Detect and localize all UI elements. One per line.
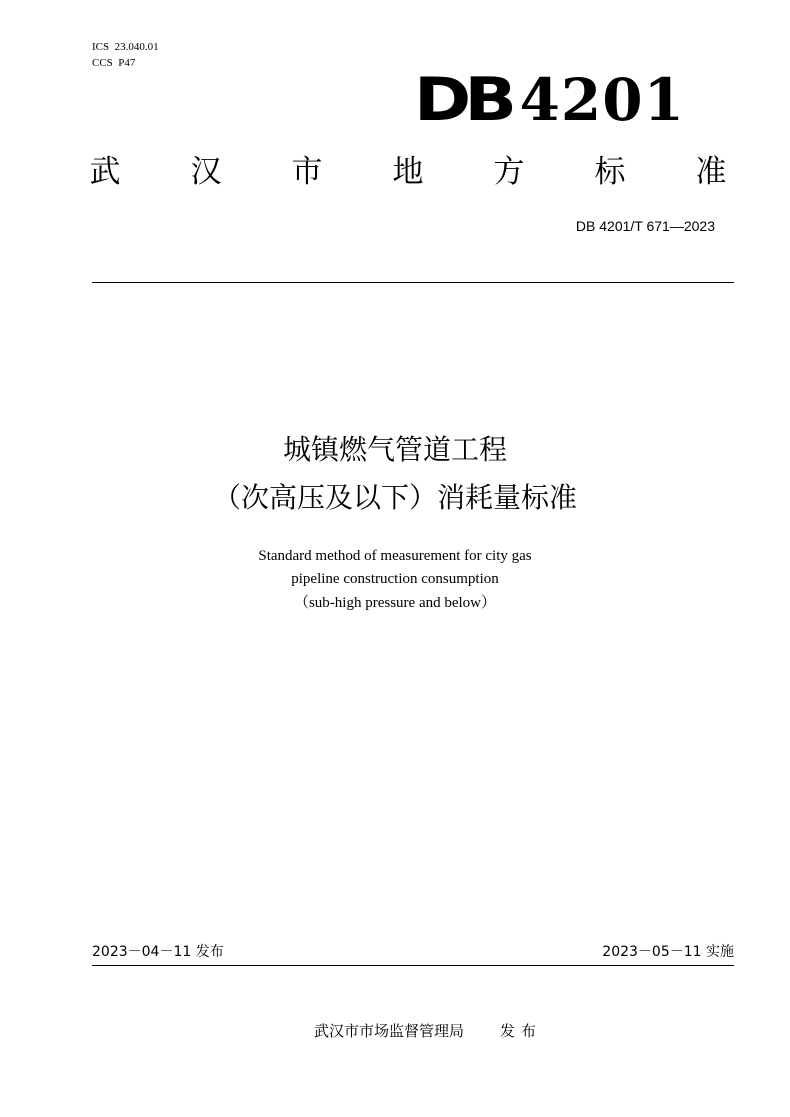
chinese-title-line-2: （次高压及以下）消耗量标准 bbox=[212, 481, 577, 514]
english-title-line-3: （sub-high pressure and below） bbox=[293, 595, 497, 611]
standard-type-char: 地 bbox=[392, 154, 424, 190]
issuer-action: 发布 bbox=[500, 1022, 543, 1040]
db-mark: DB bbox=[414, 65, 511, 135]
chinese-title-line-1: 城镇燃气管道工程 bbox=[282, 433, 507, 466]
header-divider bbox=[92, 282, 734, 283]
ics-code: ICS 23.040.01 bbox=[92, 41, 159, 53]
standard-type-char: 准 bbox=[695, 154, 727, 190]
standard-type-heading bbox=[88, 150, 728, 194]
ccs-code: CCS P47 bbox=[92, 57, 136, 69]
standard-type-char: 武 bbox=[89, 154, 121, 190]
db-logo bbox=[414, 65, 685, 135]
db-number: 4201 bbox=[519, 66, 685, 134]
standard-type-char: 市 bbox=[291, 154, 323, 190]
english-title-line-1: Standard method of measurement for city gas bbox=[258, 548, 532, 564]
footer-divider bbox=[92, 965, 734, 966]
issuer-name: 武汉市市场监督管理局 bbox=[313, 1022, 464, 1040]
standard-type-char: 方 bbox=[493, 154, 525, 190]
issue-date: 2023－04－11 发布 bbox=[92, 944, 224, 960]
standard-code: DB 4201/T 671—2023 bbox=[575, 218, 715, 234]
standard-type-char: 标 bbox=[594, 154, 626, 190]
issuer-line bbox=[0, 1020, 790, 1042]
english-title-line-2: pipeline construction consumption bbox=[291, 571, 499, 587]
implementation-date: 2023－05－11 实施 bbox=[602, 944, 734, 960]
standard-type-char: 汉 bbox=[190, 154, 222, 190]
